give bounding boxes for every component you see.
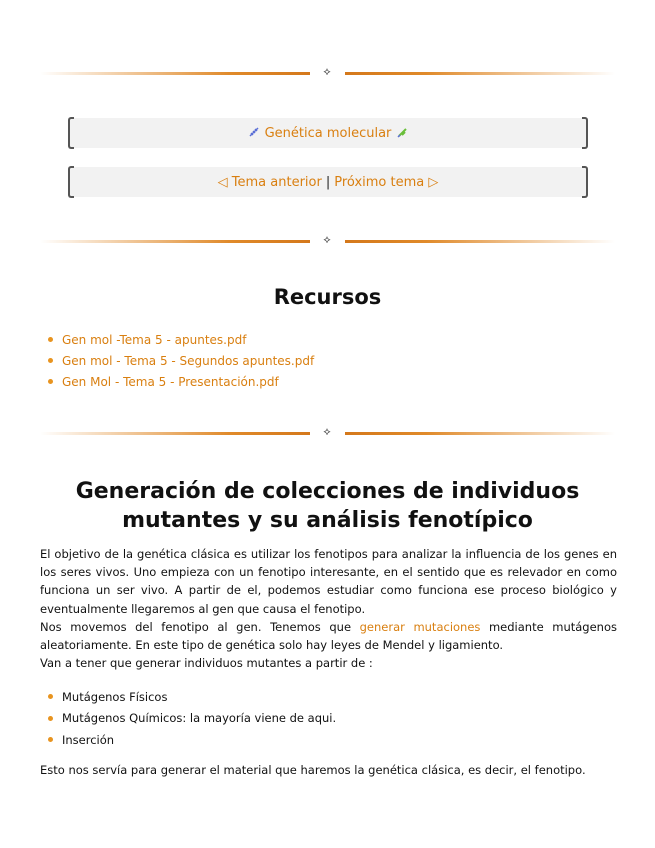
divider-ornament-icon: ⟡ xyxy=(323,233,331,246)
previous-topic-link[interactable]: ◁ Tema anterior xyxy=(217,174,322,190)
resource-file-item[interactable] xyxy=(48,329,314,350)
resource-file-item[interactable] xyxy=(48,371,314,392)
bullet-icon xyxy=(48,379,53,384)
bullet-icon xyxy=(48,716,53,721)
resource-file-item[interactable] xyxy=(48,350,314,371)
resource-file-list xyxy=(48,329,314,392)
ornamental-divider xyxy=(40,235,615,247)
bullet-icon xyxy=(48,737,53,742)
dna-icon xyxy=(248,126,260,141)
resources-heading: Recursos xyxy=(273,285,382,309)
divider-ornament-icon: ⟡ xyxy=(323,425,331,438)
prev-next-nav-box xyxy=(68,167,588,197)
nav-separator: | xyxy=(325,174,331,190)
mutagen-item: Inserción xyxy=(48,729,336,751)
resource-file-link[interactable]: Gen Mol - Tema 5 - Presentación.pdf xyxy=(62,374,279,389)
paragraph-objective: El objetivo de la genética clásica es utilizar los fenotipos para analizar la influencia de los genes en los seres vivos. Uno empieza con un fenotipo interesante, en el sentido que es relevador en como funciona un ser vivo. A partir de el, podemos estudiar como funciona ese proceso biológico y eventualmente llegaremos al gen que causa el fenotipo. xyxy=(40,547,617,616)
resource-file-link[interactable]: Gen mol - Tema 5 - Segundos apuntes.pdf xyxy=(62,353,315,368)
test-tube-icon xyxy=(396,126,408,141)
mutagen-list xyxy=(48,686,336,751)
mutagen-item: Mutágenos Químicos: la mayoría viene de aqui. xyxy=(48,708,336,730)
section-body xyxy=(40,545,617,672)
ornamental-divider xyxy=(40,427,615,439)
topic-nav-box xyxy=(68,118,588,148)
next-topic-link[interactable]: Próximo tema ▷ xyxy=(334,174,439,190)
bullet-icon xyxy=(48,694,53,699)
bullet-icon xyxy=(48,358,53,363)
topic-link[interactable]: Genética molecular xyxy=(264,125,392,141)
ornamental-divider xyxy=(40,67,615,79)
resource-file-link[interactable]: Gen mol -Tema 5 - apuntes.pdf xyxy=(62,332,247,347)
mutagen-item: Mutágenos Físicos xyxy=(48,686,336,708)
paragraph-phenotype-to-gene: Nos movemos del fenotipo al gen. Tenemos que generar mutaciones mediante mutágenos aleatoriamente. En este tipo de genética solo hay leyes de Mendel y ligamiento. xyxy=(40,619,617,653)
divider-ornament-icon: ⟡ xyxy=(323,65,331,78)
closing-paragraph: Esto nos servía para generar el material que haremos la genética clásica, es decir, el fenotipo. xyxy=(40,763,586,777)
paragraph-mutants-intro: Van a tener que generar individuos mutantes a partir de : xyxy=(40,656,373,671)
bullet-icon xyxy=(48,337,53,342)
section-title: Generación de colecciones de individuos mutantes y su análisis fenotípico xyxy=(75,479,580,533)
generate-mutations-link[interactable]: generar mutaciones xyxy=(359,619,481,634)
